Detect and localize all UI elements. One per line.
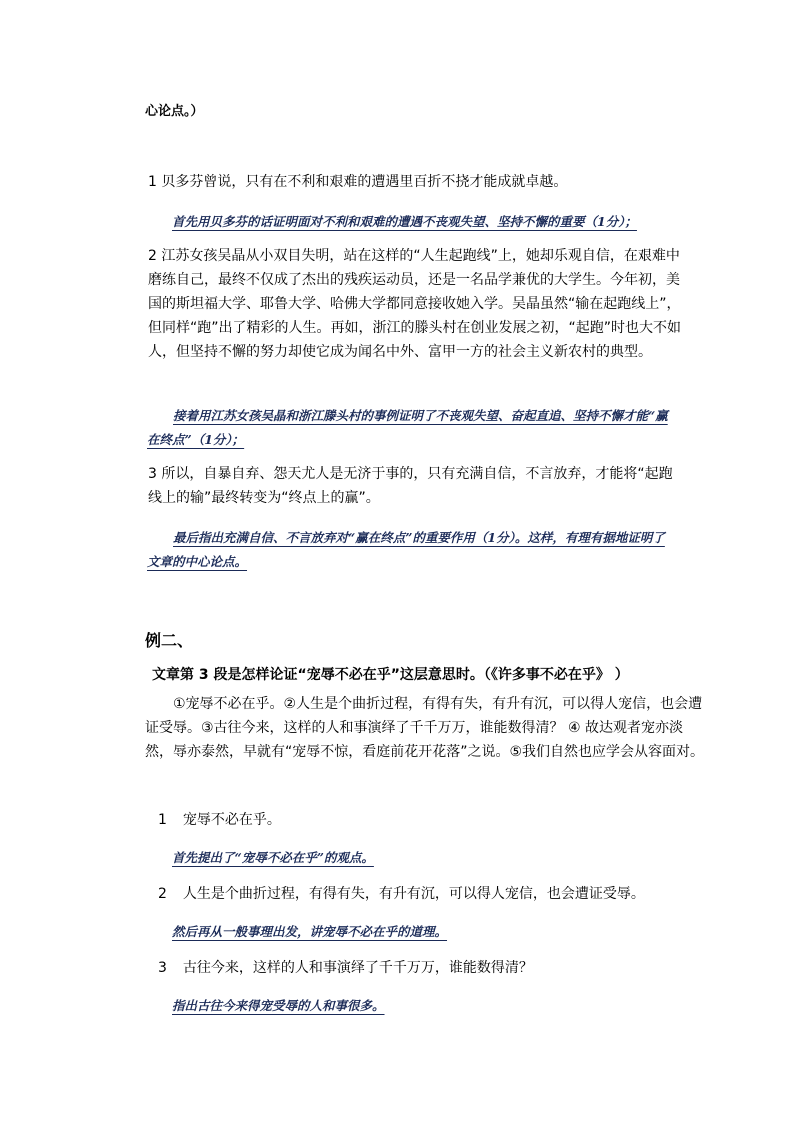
example1-item3: 3 所以，自暴自弃、怨天尤人是无济于事的，只有充满自信，不言放弃，才能将“起跑线上的输”最终转变为“终点上的赢”。 xyxy=(148,466,673,506)
example2-note3: 指出古往今来得宠受辱的人和事很多。 xyxy=(172,998,385,1013)
example1-item1: 1 贝多芬曾说，只有在不利和艰难的遭遇里百折不挠才能成就卓越。 xyxy=(148,174,568,190)
example2-item1 xyxy=(158,808,281,832)
example2-passage: ①宠辱不必在乎。②人生是个曲折过程，有得有失，有升有沉，可以得人宠信，也会遭证受辱。③古往今来，这样的人和事演绎了千千万万，谁能数得清？ ④ 故达观者宠亦淡然，辱亦泰然，早就有“宠辱不惊，看庭前花开花落”之说。⑤我们自然也应学会从容面对。 xyxy=(145,696,705,760)
item-text: 古往今来，这样的人和事演绎了千千万万，谁能数得清？ xyxy=(182,960,533,976)
item-number: 3 xyxy=(158,960,167,976)
example1-note3: 最后指出充满自信、不言放弃对“赢在终点”的重要作用（1分）。这样，有理有据地证明了文章的中心论点。 xyxy=(147,530,665,569)
example2-note1: 首先提出了“宠辱不必在乎”的观点。 xyxy=(172,850,374,865)
example2-item2 xyxy=(158,882,645,906)
item-text: 人生是个曲折过程，有得有失，有升有沉，可以得人宠信，也会遭证受辱。 xyxy=(182,886,645,902)
example2-heading: 例二、 xyxy=(145,631,194,650)
example2-item3 xyxy=(158,956,533,980)
example2-question: 文章第 3 段是怎样论证“宠辱不必在乎”这层意思时。（《许多事不必在乎》 ） xyxy=(152,667,629,683)
example1-note1: 首先用贝多芬的话证明面对不利和艰难的遭遇不丧观失望、坚持不懈的重要（1分）； xyxy=(172,214,637,229)
item-number: 2 xyxy=(158,886,167,902)
item-text: 宠辱不必在乎。 xyxy=(182,812,281,828)
example2-note2: 然后再从一般事理出发，讲宠辱不必在乎的道理。 xyxy=(172,924,448,939)
item-number: 1 xyxy=(158,812,167,828)
example1-item2: 2 江苏女孩吴晶从小双目失明，站在这样的“人生起跑线”上，她却乐观自信，在艰难中磨练自己，最终不仅成了杰出的残疾运动员，还是一名品学兼优的大学生。今年初，美国的斯坦福大学、耶鲁大学、哈佛大学都同意接收她入学。吴晶虽然“输在起跑线上”，但同样“跑”出了精彩的人生。再如，浙江的滕头村在创业发展之初，“起跑”时也大不如人，但坚持不懈的努力却使它成为闻名中外、富甲一方的社会主义新农村的典型。 xyxy=(148,248,682,360)
header-fragment: 心论点。） xyxy=(145,104,204,119)
example1-note2: 接着用江苏女孩吴晶和浙江滕头村的事例证明了不丧观失望、奋起直追、坚持不懈才能“赢在终点”（1分）； xyxy=(147,408,668,447)
